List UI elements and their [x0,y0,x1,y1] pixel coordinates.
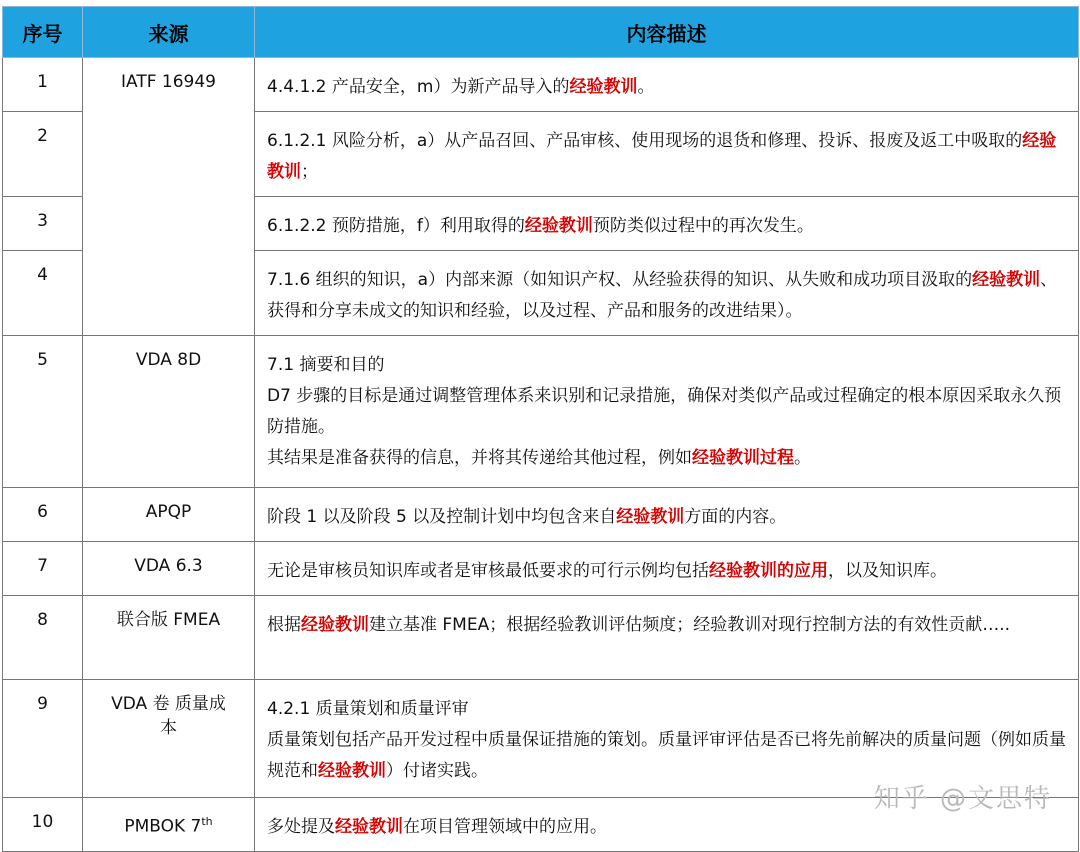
description-text: 质量策划包括产品开发过程中质量保证措施的策划。质量评审评估是否已将先前解决的质量问题（例如质量规范和 [267,730,1066,781]
row-number: 2 [3,112,83,197]
row-source [83,542,255,596]
table-row [3,542,1079,596]
highlighted-term: 经验教训的应用 [709,561,828,581]
description-paragraph [267,350,1068,381]
row-description [255,197,1079,251]
table-row [3,336,1079,488]
description-text: 方面的内容。 [684,507,787,527]
row-number: 7 [3,542,83,596]
description-text: D7 步骤的目标是通过调整管理体系来识别和记录措施，确保对类似产品或过程确定的根本原因采取永久预防措施。 [267,386,1062,437]
description-text: 4.2.1 质量策划和质量评审 [267,699,469,719]
row-source [83,488,255,542]
table-row [3,58,1079,112]
description-text: 6.1.2.1 风险分析，a）从产品召回、产品审核、使用现场的退货和修理、投诉、报废及返工中吸取的 [267,131,1023,151]
row-description [255,336,1079,488]
row-number: 4 [3,251,83,336]
source-text: APQP [145,502,192,522]
row-source [83,596,255,680]
row-description [255,58,1079,112]
highlighted-term: 经验教训 [972,270,1041,290]
row-description [255,251,1079,336]
row-description [255,596,1079,680]
description-paragraph [267,694,1068,725]
header-desc: 内容描述 [255,7,1079,58]
description-text: 阶段 1 以及阶段 5 以及控制计划中均包含来自 [267,507,617,527]
row-number: 6 [3,488,83,542]
row-source [83,58,255,336]
table-body [3,58,1079,852]
description-text: ； [301,162,318,182]
source-text: IATF 16949 [121,72,216,92]
header-num: 序号 [3,7,83,58]
description-paragraph [267,610,1068,641]
source-text: VDA 卷 质量成本 [111,694,226,738]
lessons-learned-table [2,6,1079,852]
source-text: PMBOK 7 [124,816,202,837]
row-description [255,112,1079,197]
row-number: 1 [3,58,83,112]
description-text: 。 [637,77,655,97]
source-text: VDA 8D [135,350,202,370]
description-text: 4.4.1.2 产品安全，m）为新产品导入的 [267,77,570,97]
description-paragraph [267,812,1068,843]
description-text: 。 [794,448,811,468]
highlighted-term: 经验教训 [616,507,685,527]
row-number: 3 [3,197,83,251]
source-superscript: th [201,815,213,828]
highlighted-term: 经验教训 [335,817,403,837]
description-paragraph [267,265,1068,327]
description-paragraph [267,211,1068,242]
description-text: 其结果是准备获得的信息，并将其传递给其他过程，例如 [267,448,692,468]
source-text: 联合版 FMEA [116,610,221,630]
description-paragraph [267,502,1068,533]
description-text: 建立基准 FMEA；根据经验教训评估频度；经验教训对现行控制方法的有效性贡献….. [369,615,1011,635]
description-paragraph [267,443,1068,474]
description-text: 7.1 摘要和目的 [267,355,385,375]
description-paragraph [267,556,1068,587]
description-text: 无论是审核员知识库或者是审核最低要求的可行示例均包括 [267,561,709,581]
row-number: 8 [3,596,83,680]
row-source [83,336,255,488]
description-text: 多处提及 [267,817,335,837]
highlighted-term: 经验教训 [318,761,386,781]
highlighted-term: 经验教训 [524,216,593,236]
row-number: 9 [3,680,83,798]
highlighted-term: 经验教训 [267,131,1057,182]
description-text: ，以及知识库。 [828,561,947,581]
description-text: 根据 [267,615,301,635]
row-description [255,488,1079,542]
description-text: 预防类似过程中的再次发生。 [592,216,814,236]
table-row [3,488,1079,542]
row-description [255,542,1079,596]
description-text: 、获得和分享未成文的知识和经验，以及过程、产品和服务的改进结果）。 [267,270,1058,321]
highlighted-term: 经验教训 [569,77,638,97]
watermark: 知乎 @文思特 [873,784,1052,814]
row-number: 10 [3,798,83,852]
description-paragraph [267,381,1068,443]
description-paragraph [267,126,1068,188]
row-number: 5 [3,336,83,488]
description-text: ）付诸实践。 [386,761,488,781]
header-source: 来源 [83,7,255,58]
source-text: VDA 6.3 [134,556,203,576]
description-text: 7.1.6 组织的知识，a）内部来源（如知识产权、从经验获得的知识、从失败和成功项目汲取的 [267,270,973,290]
row-source [83,680,255,798]
description-text: 6.1.2.2 预防措施，f）利用取得的 [267,216,525,236]
highlighted-term: 经验教训 [301,615,369,635]
table-header-row [3,7,1079,58]
highlighted-term: 经验教训过程 [692,448,794,468]
row-source [83,798,255,852]
table-row [3,596,1079,680]
description-paragraph [267,72,1068,103]
description-text: 在项目管理领域中的应用。 [403,817,607,837]
